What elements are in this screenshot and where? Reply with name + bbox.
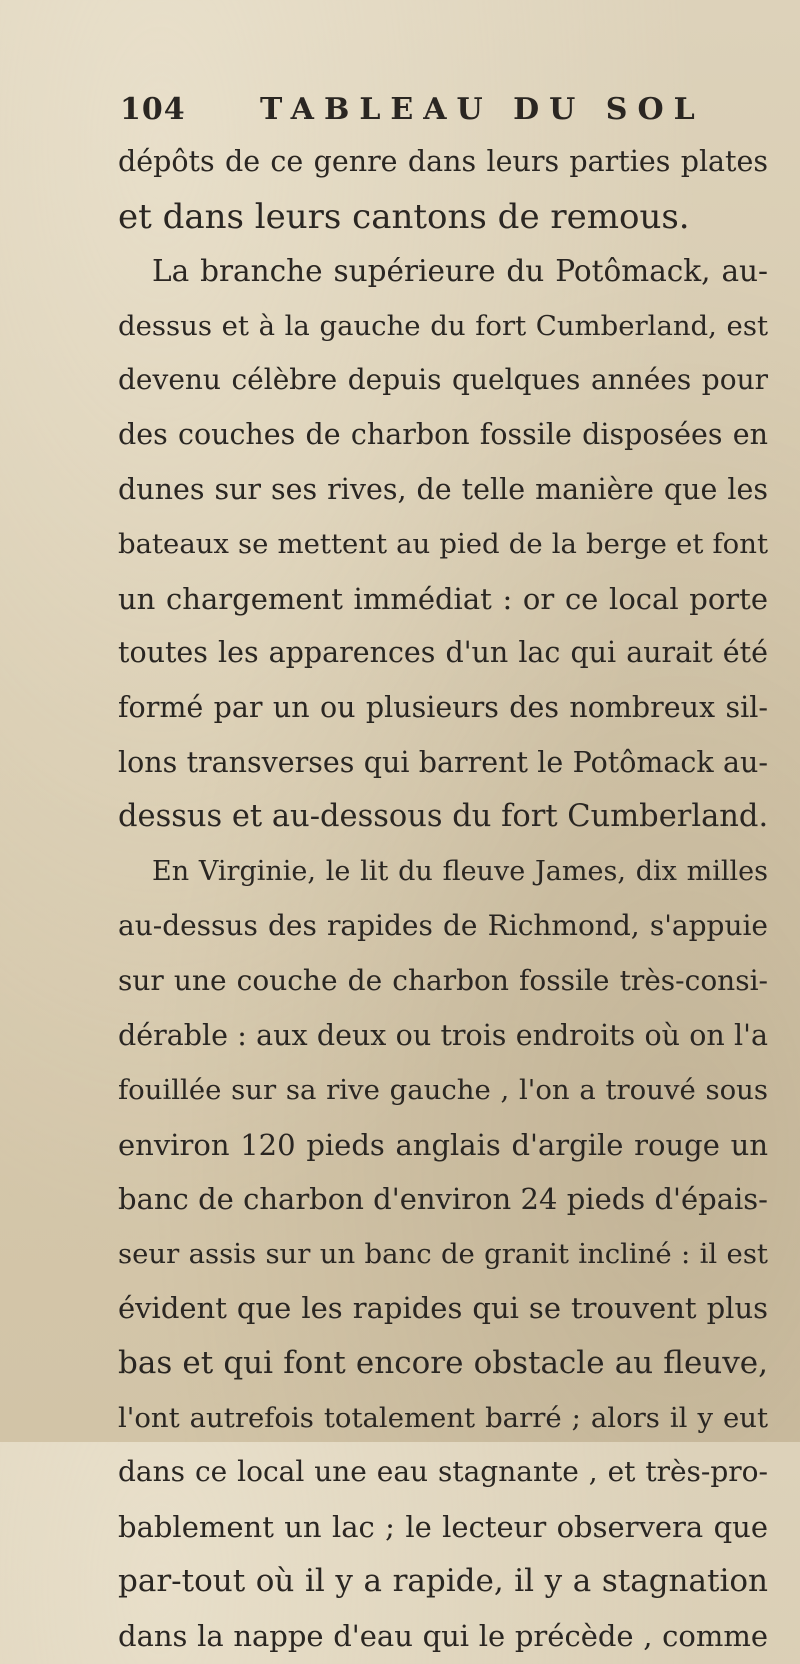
text-line: bablement un lac ; le lecteur observera que [118,1509,768,1544]
text-line: dessus et au-dessous du fort Cumberland. [118,799,769,835]
text-line: dessus et à la gauche du fort Cumberland, est [118,309,768,342]
text-line: dérable : aux deux ou trois endroits où on l'a [118,1018,768,1052]
text-line: lons transverses qui barrent le Potômack au- [118,745,768,779]
text-line: dans ce local une eau stagnante , et très-pro- [118,1455,768,1489]
text-line: dunes sur ses rives, de telle manière que les [118,472,768,506]
text-line: et dans leurs cantons de remous. [118,196,690,237]
running-head [120,92,740,136]
text-line: des couches de charbon fossile disposées en [118,417,768,451]
text-line: environ 120 pieds anglais d'argile rouge un [118,1127,768,1162]
text-line: au-dessus des rapides de Richmond, s'appuie [118,909,768,943]
text-line: l'ont autrefois totalement barré ; alors il y eut [118,1401,768,1434]
running-title: TABLEAU DU SOL [260,92,705,127]
paragraph-start-line: La branche supérieure du Potômack, au- [152,254,768,289]
text-line: par-tout où il y a rapide, il y a stagnation [118,1563,768,1600]
text-line: banc de charbon d'environ 24 pieds d'épais- [118,1182,768,1217]
text-line: un chargement immédiat : or ce local porte [118,581,768,616]
text-line: bas et qui font encore obstacle au fleuve, [118,1345,768,1382]
text-line: évident que les rapides qui se trouvent plus [118,1291,768,1326]
text-line: dans la nappe d'eau qui le précède , comme [118,1619,768,1654]
text-line: bateaux se mettent au pied de la berge et font [118,528,768,561]
paragraph-start-line: En Virginie, le lit du fleuve James, dix milles [152,855,768,887]
text-line: seur assis sur un banc de granit incliné : il est [118,1237,768,1270]
text-line: sur une couche de charbon fossile très-consi- [118,963,768,997]
page-number: 104 [120,92,186,127]
body-text [118,135,768,1664]
text-line: toutes les apparences d'un lac qui aurait été [118,636,768,670]
text-line: dépôts de ce genre dans leurs parties plates [118,145,768,178]
text-line: formé par un ou plusieurs des nombreux sil- [118,690,768,724]
text-line: fouillée sur sa rive gauche , l'on a trouvé sous [118,1074,768,1107]
text-line: devenu célèbre depuis quelques années pour [118,363,768,397]
